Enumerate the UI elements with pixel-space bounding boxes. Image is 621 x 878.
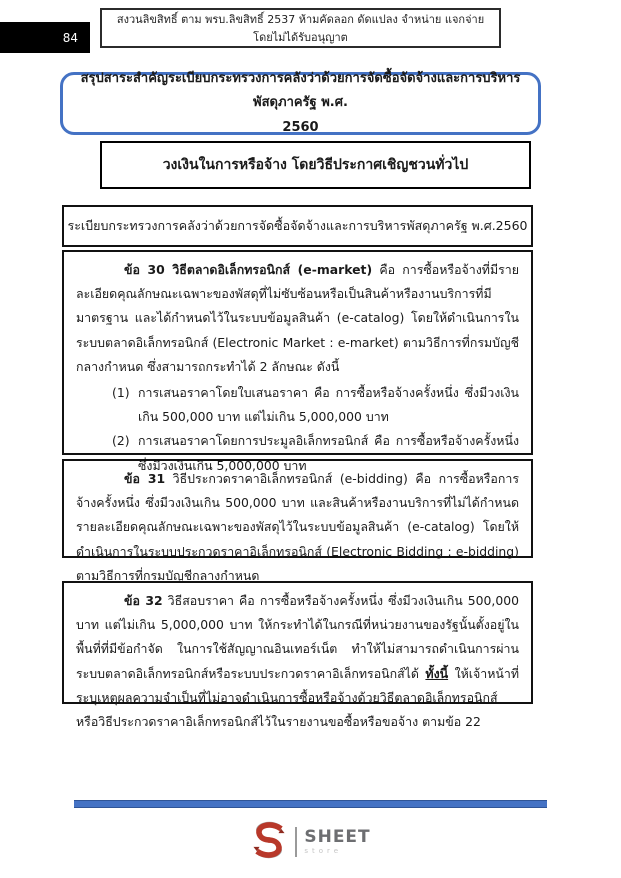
article-32-emphasis: ทั้งนี้ — [425, 665, 449, 681]
item-number: (2) — [112, 433, 130, 449]
copyright-notice-box — [100, 8, 501, 48]
logo-brand-text: SHEET — [304, 827, 371, 847]
summary-title-box — [60, 72, 541, 135]
article-30-lead: คือ การซื้อหรือจ้างที่มีรายละเอียดคุณลักษณะเฉพาะของพัสดุที่ไม่ซับซ้อนหรือเป็นสินค้าหรืองานบริการที่มีมาตรฐาน และได้กำหนดไว้ในระบบข้อมูลสินค้า (e-catalog) โดยให้ดำเนินการในระบบตลาดอิเล็กทรอนิกส์ (Electronic Market : e-market) ตามวิธีการที่กรมบัญชีกลางกำหนด ซึ่งสามารถกระทำได้ 2 ลักษณะ ดังนี้ — [76, 262, 519, 374]
sheetstore-logo — [0, 816, 621, 868]
article-31-box — [62, 459, 533, 583]
article-31-heading: ข้อ 31 — [124, 471, 166, 486]
footer-divider-bar — [74, 800, 547, 808]
article-31-lead: วิธีประกวดราคาอิเล็กทรอนิกส์ (e-bidding) คือ การซื้อหรือการจ้างครั้งหนึ่ง ซึ่งมีวงเงินเกิน 500,000 บาท และสินค้าหรืองานบริการที่ไม่ได้กำหนดรายละเอียดคุณลักษณะเฉพาะของพัสดุไว้ในระบบข้อมูลสินค้า (e-catalog) โดยให้ดำเนินการในระบบประกวดราคาอิเล็กทรอนิกส์ (Electronic Bidding : e-bidding) ตามวิธีการที่กรมบัญชีกลางกำหนด — [76, 471, 519, 583]
article-32-lead: วิธีสอบราคา คือ การซื้อหรือจ้างครั้งหนึ่ง ซึ่งมีวงเงินเกิน 500,000 บาท แต่ไม่เกิน 5,000,000 บาท ให้กระทำได้ในกรณีที่หน่วยงานของรัฐนั้นตั้งอยู่ในพื้นที่ที่มีข้อกำจัด ในการใช้สัญญาณอินเทอร์เน็ต ทำให้ไม่สามารถดำเนินการผ่านระบบตลาดอิเล็กทรอนิกส์หรือระบบประกวดราคาอิเล็กทรอนิกส์ได้ — [76, 593, 519, 681]
article-32-heading: ข้อ 32 — [124, 593, 163, 608]
summary-title-line2: 2560 — [282, 119, 319, 135]
logo-sub-text: store — [304, 847, 343, 855]
copyright-notice: สงวนลิขสิทธิ์ ตาม พรบ.ลิขสิทธิ์ 2537 ห้ามคัดลอก ดัดแปลง จำหน่าย แจกจ่าย โดยไม่ได้รับอนุญาต — [116, 13, 485, 44]
article-32-box — [62, 581, 533, 729]
page-number-box — [0, 22, 90, 53]
article-30-heading: ข้อ 30 วิธีตลาดอิเล็กทรอนิกส์ (e-market) — [124, 262, 373, 277]
section-title: วงเงินในการหรือจ้าง โดยวิธีประกาศเชิญชวนทั่วไป — [162, 157, 469, 173]
logo-divider — [295, 827, 297, 857]
summary-title-line1: สรุปสาระสำคัญระเบียบกระทรวงการคลังว่าด้วยการจัดซื้อจัดจ้างและการบริหารพัสดุภาครัฐ พ.ศ. — [80, 71, 521, 111]
list-item — [112, 381, 519, 429]
article-32-paragraph — [76, 589, 519, 734]
regulation-header: ระเบียบกระทรวงการคลังว่าด้วยการจัดซื้อจัดจ้างและการบริหารพัสดุภาครัฐ พ.ศ.2560 — [67, 218, 528, 233]
page-number: 84 — [62, 30, 78, 45]
article-30-paragraph — [76, 258, 519, 379]
item-text: การเสนอราคาโดยใบเสนอราคา คือ การซื้อหรือจ้างครั้งหนึ่ง ซึ่งมีวงเงินเกิน 500,000 บาท แต่ไม่เกิน 5,000,000 บาท — [138, 384, 519, 425]
regulation-header-box — [62, 205, 533, 247]
article-32-tail: ให้เจ้าหน้าที่ระบุเหตุผลความจำเป็นที่ไม่อาจดำเนินการซื้อหรือจ้างด้วยวิธีตลาดอิเล็กทรอนิกส์หรือวิธีประกวดราคาอิเล็กทรอนิกส์ไว้ในรายงานขอซื้อหรือขอจ้าง ตามข้อ 22 — [76, 665, 519, 729]
item-number: (1) — [112, 384, 130, 400]
sheetstore-s-icon — [250, 821, 288, 863]
article-31-paragraph — [76, 467, 519, 588]
logo-text — [304, 829, 370, 855]
article-30-box — [62, 250, 533, 473]
section-title-box — [100, 141, 531, 189]
item-text: การเสนอราคาโดยการประมูลอิเล็กทรอนิกส์ คือ การซื้อหรือจ้างครั้งหนึ่ง ซึ่งมีวงเงินเกิน 5,000,000 บาท — [138, 433, 519, 473]
